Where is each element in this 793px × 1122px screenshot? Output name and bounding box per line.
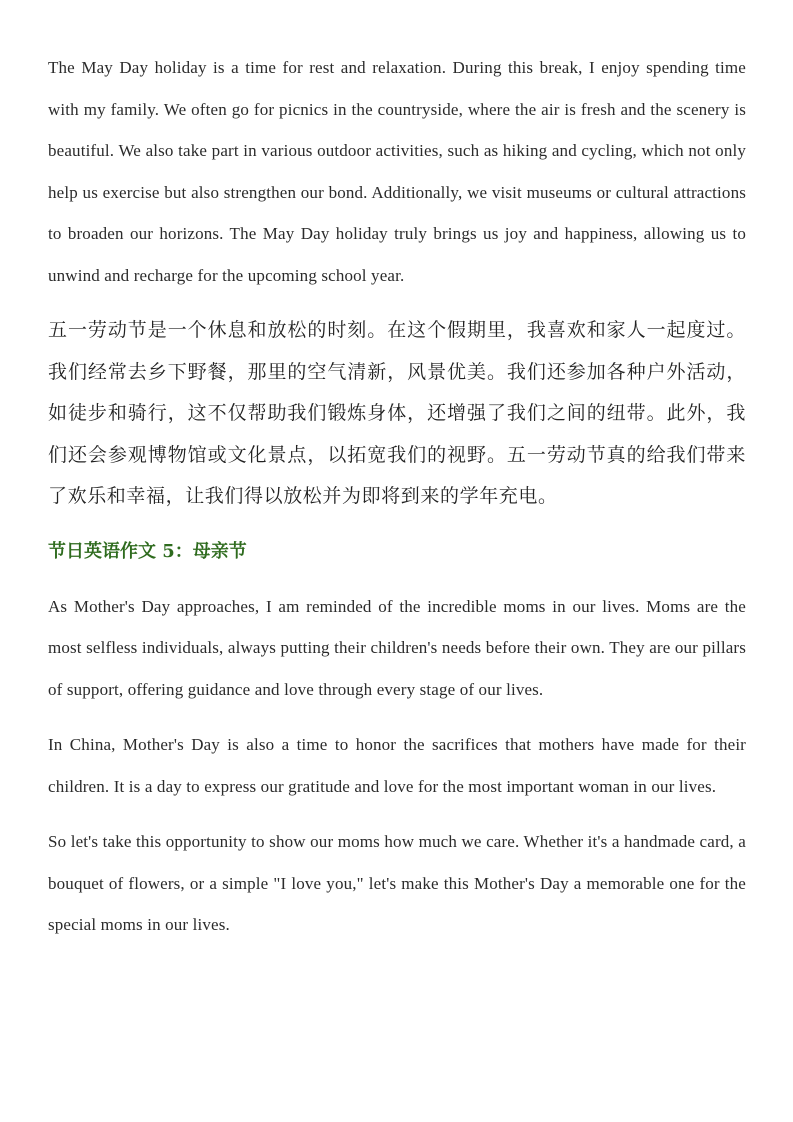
mothers-day-heading: 节日英语作文 5：母亲节: [48, 540, 247, 562]
may-day-chinese-paragraph: 五一劳动节是一个休息和放松的时刻。在这个假期里，我喜欢和家人一起度过。我们经常去乡下野餐，那里的空气清新，风景优美。我们还参加各种户外活动，如徒步和骑行，这不仅帮助我们锻炼身体，还增强了我们之间的纽带。此外，我们还会参观博物馆或文化景点，以拓宽我们的视野。五一劳动节真的给我们带来了欢乐和幸福，让我们得以放松并为即将到来的学年充电。: [48, 319, 746, 507]
mothers-day-paragraph-1: As Mother's Day approaches, I am reminded of the incredible moms in our lives. Moms are the most selfless individuals, always putting their children's needs before their own. They are our pillars of support, offering guidance and love through every stage of our lives.: [48, 596, 746, 699]
mothers-day-paragraph-2: In China, Mother's Day is also a time to honor the sacrifices that mothers have made for their children. It is a day to express our gratitude and love for the most important woman in our lives.: [48, 735, 746, 796]
may-day-english-paragraph: The May Day holiday is a time for rest and relaxation. During this break, I enjoy spending time with my family. We often go for picnics in the countryside, where the air is fresh and the scenery is beautiful. We also take part in various outdoor activities, such as hiking and cycling, which not only help us exercise but also strengthen our bond. Additionally, we visit museums or cultural attractions to broaden our horizons. The May Day holiday truly brings us joy and happiness, allowing us to unwind and recharge for the upcoming school year.: [48, 58, 746, 285]
mothers-day-paragraph-3: So let's take this opportunity to show our moms how much we care. Whether it's a handmade card, a bouquet of flowers, or a simple "I love you," let's make this Mother's Day a memorable one for the special moms in our lives.: [48, 832, 746, 934]
document-page: [48, 47, 746, 960]
